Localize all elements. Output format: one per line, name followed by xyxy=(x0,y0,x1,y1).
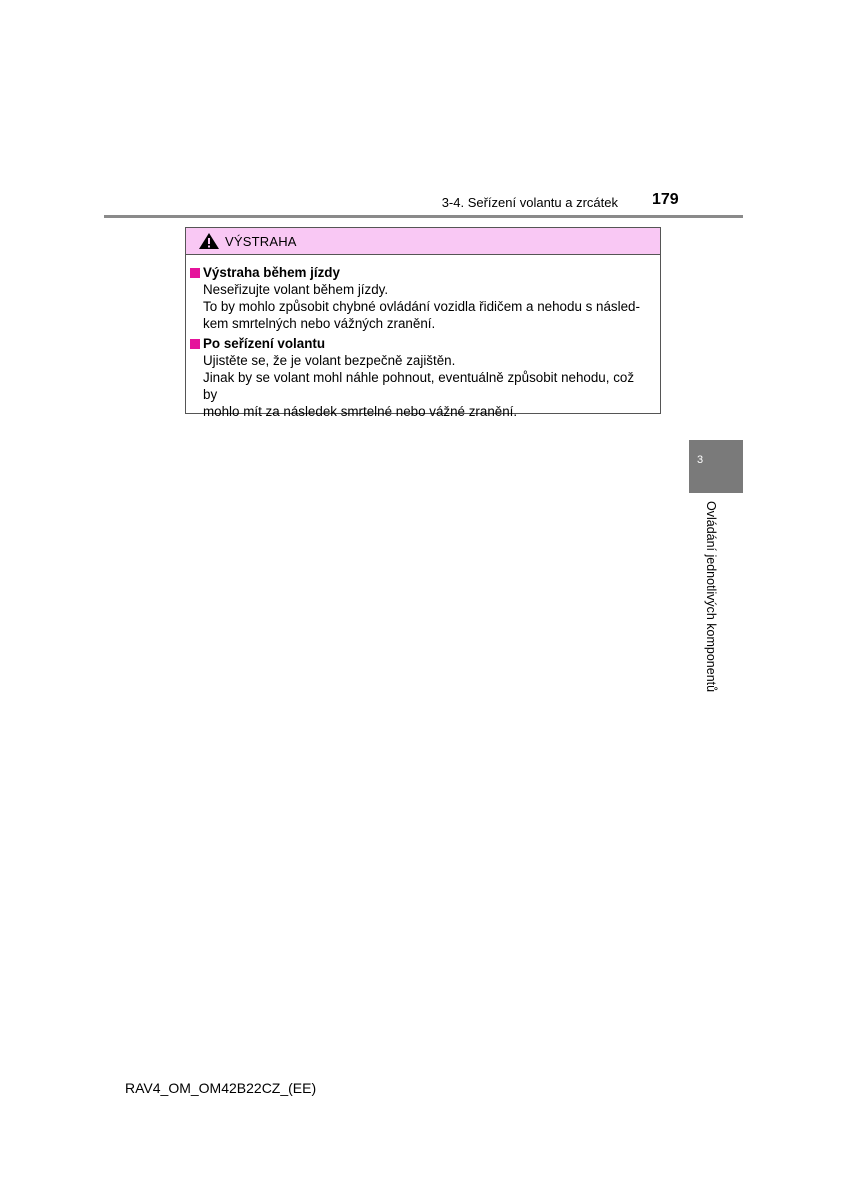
header-divider xyxy=(104,215,743,218)
warning-item xyxy=(190,264,650,332)
item-line: Ujistěte se, že je volant bezpečně zajištěn. xyxy=(203,353,456,368)
warning-item-heading xyxy=(190,335,650,352)
item-heading-text: Po seřízení volantu xyxy=(203,336,326,351)
page-number: 179 xyxy=(652,191,679,208)
item-line: mohlo mít za následek smrtelné nebo vážné zranění. xyxy=(203,404,518,419)
item-line: kem smrtelných nebo vážných zranění. xyxy=(203,316,436,331)
footer-document-code: RAV4_OM_OM42B22CZ_(EE) xyxy=(125,1080,317,1096)
item-line: Neseřizujte volant během jízdy. xyxy=(203,282,389,297)
section-title: 3-4. Seřízení volantu a zrcátek xyxy=(441,195,618,210)
chapter-tab-number: 3 xyxy=(697,454,704,466)
warning-header xyxy=(186,228,660,255)
warning-item xyxy=(190,335,650,420)
warning-triangle-icon xyxy=(198,232,220,250)
item-heading-text: Výstraha během jízdy xyxy=(203,265,340,280)
item-line: Jinak by se volant mohl náhle pohnout, eventuálně způsobit nehodu, což by xyxy=(203,370,635,402)
warning-body xyxy=(186,255,660,420)
warning-item-heading xyxy=(190,264,650,281)
warning-box xyxy=(185,227,661,419)
chapter-side-label: Ovládání jednotlivých komponentů xyxy=(704,501,718,693)
warning-title: VÝSTRAHA xyxy=(225,233,297,249)
bullet-square-icon xyxy=(190,339,200,349)
chapter-tab xyxy=(689,440,743,493)
item-line: To by mohlo způsobit chybné ovládání vozidla řidičem a nehodu s násled- xyxy=(203,299,640,314)
bullet-square-icon xyxy=(190,268,200,278)
